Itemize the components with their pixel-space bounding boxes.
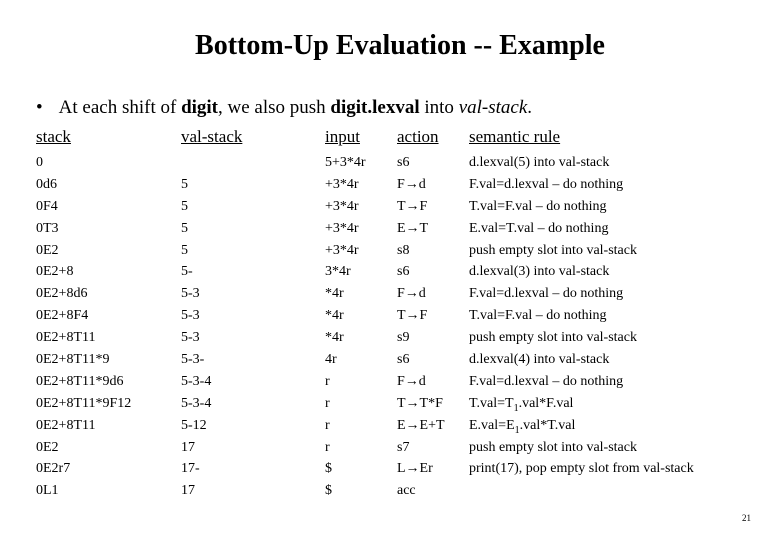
stack-cell: 0E2+8T11*9d6 bbox=[36, 373, 124, 389]
semantic-rule-cell: print(17), pop empty slot from val-stack bbox=[469, 461, 694, 477]
val-stack-cell bbox=[181, 152, 242, 174]
action-cell: E→T bbox=[397, 220, 429, 236]
action-cell: T→T*F bbox=[397, 395, 443, 411]
val-stack-cell: 5-3 bbox=[181, 286, 200, 302]
input-cell: $ bbox=[325, 461, 332, 477]
input-cell: r bbox=[325, 395, 330, 411]
input-cell: r bbox=[325, 439, 330, 455]
bullet-icon: • bbox=[36, 97, 43, 118]
stack-cell: 0E2+8d6 bbox=[36, 286, 88, 302]
input-header: input bbox=[325, 127, 360, 146]
stack-column bbox=[36, 126, 131, 502]
slide-title: Bottom-Up Evaluation -- Example bbox=[195, 30, 605, 61]
val-stack-cell: 5 bbox=[181, 198, 188, 214]
input-cell: +3*4r bbox=[325, 220, 359, 236]
page-number: 21 bbox=[742, 513, 751, 523]
action-cell: s6 bbox=[397, 155, 410, 170]
semantic-rule-cell: T.val=F.val – do nothing bbox=[469, 308, 607, 324]
action-cell: L→Er bbox=[397, 461, 433, 477]
val-stack-cell: 5-3 bbox=[181, 308, 200, 324]
semantic-rule-cell: $E.val=E_1.val*T.val$ bbox=[469, 417, 576, 436]
input-cell: *4r bbox=[325, 286, 344, 302]
semantic-rule-cell: F.val=d.lexval – do nothing bbox=[469, 373, 624, 389]
stack-cell: 0E2+8T11*9F12 bbox=[36, 395, 132, 411]
input-cell: 3*4r bbox=[325, 264, 351, 280]
action-cell: F→d bbox=[397, 373, 426, 389]
bullet-text-prefix: At each shift of bbox=[58, 97, 182, 118]
bullet-text-middle: , we also push bbox=[218, 97, 331, 118]
stack-cell: 0F4 bbox=[36, 198, 58, 214]
stack-cell: 0E2+8T11 bbox=[36, 330, 96, 346]
semantic-rule-cell: d.lexval(3) into val-stack bbox=[469, 264, 610, 280]
action-cell: F→d bbox=[397, 286, 426, 302]
input-cell: *4r bbox=[325, 330, 344, 346]
action-cell: T→F bbox=[397, 308, 428, 324]
bullet-term-digit: digit bbox=[181, 97, 219, 118]
stack-cell: 0E2 bbox=[36, 242, 59, 258]
stack-cell: 0L1 bbox=[36, 483, 59, 499]
semantic-rule-cell: d.lexval(5) into val-stack bbox=[469, 155, 610, 170]
input-column bbox=[325, 126, 366, 502]
val-stack-cell: 5 bbox=[181, 176, 188, 192]
semantic-rule-cell bbox=[469, 480, 694, 502]
input-cell: r bbox=[325, 417, 330, 433]
bullet-text-suffix: into bbox=[419, 97, 459, 118]
val-stack-header: val-stack bbox=[181, 127, 243, 146]
input-cell: $ bbox=[325, 483, 332, 499]
semantic-rule-cell: T.val=F.val – do nothing bbox=[469, 198, 607, 214]
action-cell: s6 bbox=[397, 352, 410, 368]
semantic-rule-cell: push empty slot into val-stack bbox=[469, 330, 637, 346]
val-stack-cell: 5 bbox=[181, 242, 188, 258]
semantic-rule-cell: push empty slot into val-stack bbox=[469, 242, 637, 258]
stack-cell: 0T3 bbox=[36, 220, 59, 236]
input-cell: +3*4r bbox=[325, 242, 359, 258]
val-stack-cell: 5-3 bbox=[181, 330, 200, 346]
input-cell: +3*4r bbox=[325, 176, 359, 192]
bullet-term-lexval: digit.lexval bbox=[330, 97, 420, 118]
bullet-term-valstack: val-stack bbox=[458, 97, 528, 118]
semantic-rule-column bbox=[469, 126, 694, 502]
action-cell: E→E+T bbox=[397, 417, 445, 433]
semantic-rule-cell: push empty slot into val-stack bbox=[469, 439, 637, 455]
val-stack-cell: 5-12 bbox=[181, 417, 207, 433]
input-cell: +3*4r bbox=[325, 198, 359, 214]
val-stack-cell: 5-3- bbox=[181, 352, 205, 368]
val-stack-cell: 17 bbox=[181, 439, 195, 455]
input-cell: 4r bbox=[325, 352, 337, 368]
semantic-rule-cell: F.val=d.lexval – do nothing bbox=[469, 286, 624, 302]
bullet-text-end: . bbox=[527, 97, 533, 118]
stack-cell: 0E2r7 bbox=[36, 461, 71, 477]
input-cell: *4r bbox=[325, 308, 344, 324]
val-stack-cell: 5- bbox=[181, 264, 193, 280]
stack-cell: 0E2+8 bbox=[36, 264, 74, 280]
semantic-rule-cell: d.lexval(4) into val-stack bbox=[469, 352, 610, 368]
action-cell: s6 bbox=[397, 264, 410, 280]
action-column bbox=[397, 126, 445, 502]
stack-cell: 0E2+8T11*9 bbox=[36, 352, 110, 368]
action-cell: s7 bbox=[397, 439, 410, 455]
input-cell: r bbox=[325, 373, 330, 389]
action-header: action bbox=[397, 127, 439, 146]
val-stack-cell: 5-3-4 bbox=[181, 395, 212, 411]
val-stack-cell: 17- bbox=[181, 461, 200, 477]
semantic-rule-cell: E.val=T.val – do nothing bbox=[469, 220, 609, 236]
val-stack-cell: 5 bbox=[181, 220, 188, 236]
stack-cell: 0 bbox=[36, 155, 43, 170]
stack-cell: 0E2 bbox=[36, 439, 59, 455]
semantic-rule-cell: F.val=d.lexval – do nothing bbox=[469, 176, 624, 192]
stack-cell: 0E2+8T11 bbox=[36, 417, 96, 433]
semantic-rule-cell: $T.val=T_1.val*F.val$ bbox=[469, 395, 574, 414]
val-stack-cell: 17 bbox=[181, 483, 195, 499]
val-stack-column bbox=[181, 126, 242, 502]
action-cell: s9 bbox=[397, 330, 410, 346]
stack-cell: 0E2+8F4 bbox=[36, 308, 89, 324]
val-stack-cell: 5-3-4 bbox=[181, 373, 212, 389]
semantic-rule-header: semantic rule bbox=[469, 127, 561, 146]
stack-header: stack bbox=[36, 127, 71, 146]
stack-cell: 0d6 bbox=[36, 176, 57, 192]
bullet-point bbox=[36, 97, 532, 119]
input-cell: 5+3*4r bbox=[325, 155, 366, 170]
action-cell: acc bbox=[397, 483, 416, 499]
action-cell: T→F bbox=[397, 198, 428, 214]
action-cell: F→d bbox=[397, 176, 426, 192]
action-cell: s8 bbox=[397, 242, 410, 258]
